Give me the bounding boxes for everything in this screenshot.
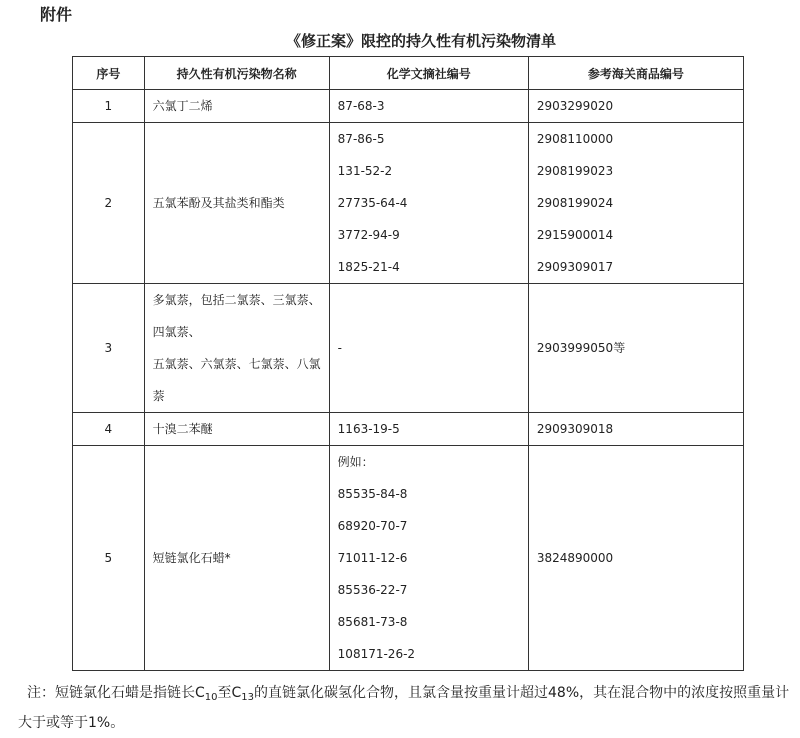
column-header-cas: 化学文摘社编号 — [329, 57, 528, 90]
cas-number: 68920-70-7 — [337, 519, 408, 533]
row-number: 2 — [73, 123, 145, 284]
hs-code: 2908110000 — [536, 132, 614, 146]
cas-number: 85536-22-7 — [337, 583, 408, 597]
cas-number: 108171-26-2 — [337, 647, 416, 661]
cas-number: 85681-73-8 — [337, 615, 408, 629]
hs-code: 2915900014 — [536, 228, 614, 242]
column-header-name: 持久性有机污染物名称 — [144, 57, 329, 90]
column-header-hs: 参考海关商品编号 — [528, 57, 743, 90]
document-title: 《修正案》限控的持久性有机污染物清单 — [285, 32, 556, 50]
table-header-row — [73, 57, 744, 90]
cas-number: 131-52-2 — [337, 164, 393, 178]
pollutant-name: 短链氯化石蜡* — [144, 446, 329, 671]
column-header-seq: 序号 — [73, 57, 145, 90]
cas-number: 87-86-5 — [337, 132, 385, 146]
cas-number-list — [329, 123, 528, 284]
row-number: 4 — [73, 413, 145, 446]
table-row — [73, 90, 744, 123]
hs-code: 2909309018 — [528, 413, 743, 446]
cas-number: 1163-19-5 — [329, 413, 528, 446]
hs-code: 2908199023 — [536, 164, 614, 178]
hs-code: 2908199024 — [536, 196, 614, 210]
hs-code: 2909309017 — [536, 260, 614, 274]
cas-number: 27735-64-4 — [337, 196, 408, 210]
hs-code-list — [528, 123, 743, 284]
row-number: 3 — [73, 284, 145, 413]
cas-number: - — [329, 284, 528, 413]
cas-number: 3772-94-9 — [337, 228, 400, 242]
attachment-label: 附件 — [40, 5, 73, 24]
table-row — [73, 284, 744, 413]
cas-number: 71011-12-6 — [337, 551, 408, 565]
hs-code: 2903999050等 — [528, 284, 743, 413]
cas-number-list — [329, 446, 528, 671]
pollutant-name: 多氯萘，包括二氯萘、三氯萘、 四氯萘、 五氯萘、六氯萘、七氯萘、八氯 萘 — [144, 284, 329, 413]
row-number: 5 — [73, 446, 145, 671]
footnote: 注：短链氯化石蜡是指链长$C_{10}$至$C_{13}$的直链氯化碳氢化合物，且氯含量按重量计超过48%，其在混合物中的浓度按照重量计大于或等于1%。 — [18, 685, 790, 731]
cas-number: 1825-21-4 — [337, 260, 400, 274]
cas-example-label: 例如： — [337, 455, 374, 469]
hs-code: 3824890000 — [528, 446, 743, 671]
row-number: 1 — [73, 90, 145, 123]
cas-number: 87-68-3 — [329, 90, 528, 123]
pollutant-name: 十溴二苯醚 — [144, 413, 329, 446]
table-row — [73, 123, 744, 284]
cas-number: 85535-84-8 — [337, 487, 408, 501]
pollutant-name: 五氯苯酚及其盐类和酯类 — [144, 123, 329, 284]
table-row — [73, 446, 744, 671]
pollutant-name: 六氯丁二烯 — [144, 90, 329, 123]
hs-code: 2903299020 — [528, 90, 743, 123]
pops-table — [72, 56, 744, 671]
table-row — [73, 413, 744, 446]
